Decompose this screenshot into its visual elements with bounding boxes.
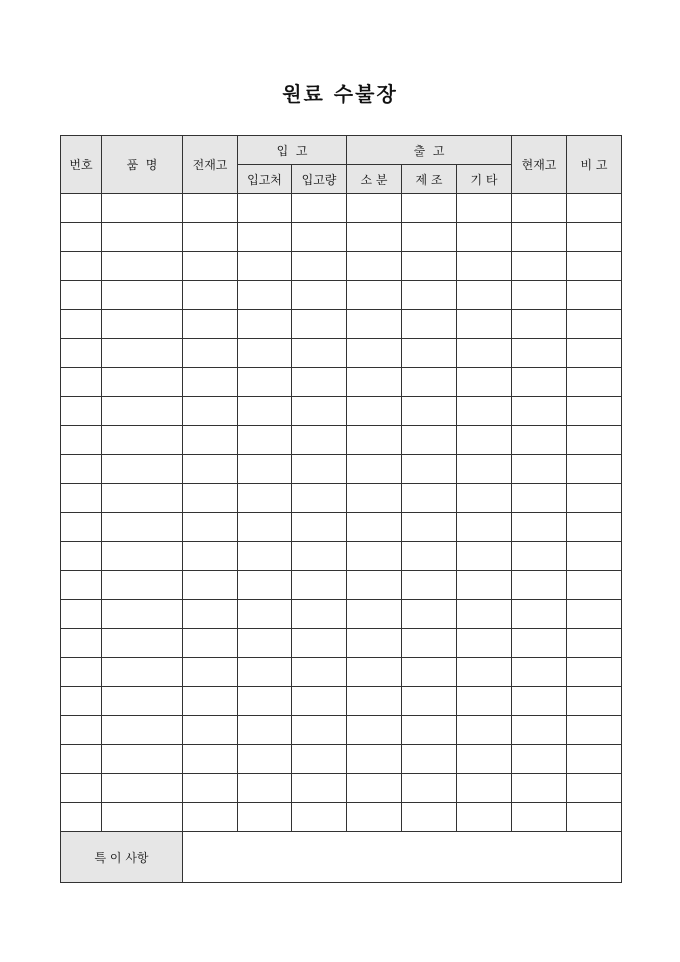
table-cell[interactable] — [347, 600, 402, 629]
table-cell[interactable] — [183, 542, 238, 571]
table-cell[interactable] — [61, 716, 102, 745]
table-cell[interactable] — [183, 803, 238, 832]
table-cell[interactable] — [102, 455, 183, 484]
table-cell[interactable] — [292, 194, 347, 223]
table-cell[interactable] — [292, 803, 347, 832]
table-cell[interactable] — [347, 571, 402, 600]
table-cell[interactable] — [347, 513, 402, 542]
table-cell[interactable] — [61, 455, 102, 484]
table-cell[interactable] — [567, 745, 622, 774]
table-cell[interactable] — [347, 542, 402, 571]
table-cell[interactable] — [183, 687, 238, 716]
table-cell[interactable] — [183, 426, 238, 455]
table-cell[interactable] — [512, 629, 567, 658]
table-cell[interactable] — [457, 339, 512, 368]
table-cell[interactable] — [567, 339, 622, 368]
table-cell[interactable] — [512, 745, 567, 774]
table-cell[interactable] — [347, 281, 402, 310]
table-cell[interactable] — [183, 339, 238, 368]
table-row — [61, 484, 622, 513]
table-cell[interactable] — [512, 252, 567, 281]
table-cell[interactable] — [238, 803, 292, 832]
table-cell[interactable] — [567, 426, 622, 455]
table-row — [61, 658, 622, 687]
table-cell[interactable] — [102, 571, 183, 600]
table-row — [61, 426, 622, 455]
header-item: 품 명 — [102, 136, 183, 194]
table-cell[interactable] — [102, 223, 183, 252]
table-row — [61, 745, 622, 774]
table-cell[interactable] — [512, 513, 567, 542]
table-cell[interactable] — [457, 600, 512, 629]
table-cell[interactable] — [567, 194, 622, 223]
table-cell[interactable] — [61, 803, 102, 832]
table-cell[interactable] — [512, 484, 567, 513]
table-cell[interactable] — [567, 774, 622, 803]
table-cell[interactable] — [567, 571, 622, 600]
table-cell[interactable] — [102, 745, 183, 774]
table-cell[interactable] — [347, 658, 402, 687]
table-cell[interactable] — [292, 542, 347, 571]
table-cell[interactable] — [402, 542, 457, 571]
table-cell[interactable] — [457, 629, 512, 658]
table-cell[interactable] — [402, 310, 457, 339]
table-cell[interactable] — [402, 281, 457, 310]
table-cell[interactable] — [61, 629, 102, 658]
table-cell[interactable] — [183, 281, 238, 310]
table-cell[interactable] — [292, 687, 347, 716]
table-cell[interactable] — [457, 745, 512, 774]
notes-label: 특 이 사항 — [61, 832, 183, 883]
table-cell[interactable] — [61, 745, 102, 774]
table-cell[interactable] — [102, 310, 183, 339]
table-cell[interactable] — [567, 455, 622, 484]
table-cell[interactable] — [102, 716, 183, 745]
table-row — [61, 310, 622, 339]
table-cell[interactable] — [567, 600, 622, 629]
table-cell[interactable] — [512, 687, 567, 716]
table-cell[interactable] — [102, 658, 183, 687]
table-row — [61, 223, 622, 252]
table-cell[interactable] — [402, 252, 457, 281]
table-cell[interactable] — [292, 252, 347, 281]
table-cell[interactable] — [183, 745, 238, 774]
table-cell[interactable] — [102, 687, 183, 716]
header-prev-stock: 전재고 — [183, 136, 238, 194]
table-cell[interactable] — [512, 455, 567, 484]
table-cell[interactable] — [183, 368, 238, 397]
table-cell[interactable] — [61, 397, 102, 426]
table-cell[interactable] — [102, 629, 183, 658]
table-cell[interactable] — [238, 397, 292, 426]
table-cell[interactable] — [512, 194, 567, 223]
table-cell[interactable] — [567, 513, 622, 542]
table-cell[interactable] — [292, 629, 347, 658]
table-cell[interactable] — [512, 281, 567, 310]
table-cell[interactable] — [347, 339, 402, 368]
table-cell[interactable] — [61, 194, 102, 223]
table-cell[interactable] — [347, 252, 402, 281]
table-cell[interactable] — [402, 194, 457, 223]
table-cell[interactable] — [567, 310, 622, 339]
table-cell[interactable] — [402, 745, 457, 774]
table-cell[interactable] — [292, 368, 347, 397]
table-cell[interactable] — [347, 745, 402, 774]
header-out-portion: 소 분 — [347, 165, 402, 194]
table-cell[interactable] — [102, 774, 183, 803]
table-cell[interactable] — [292, 397, 347, 426]
table-cell[interactable] — [512, 716, 567, 745]
table-cell[interactable] — [402, 658, 457, 687]
table-cell[interactable] — [238, 281, 292, 310]
table-cell[interactable] — [183, 571, 238, 600]
table-row — [61, 339, 622, 368]
table-cell[interactable] — [512, 658, 567, 687]
table-cell[interactable] — [238, 687, 292, 716]
table-row — [61, 803, 622, 832]
table-cell[interactable] — [512, 368, 567, 397]
table-cell[interactable] — [102, 339, 183, 368]
table-cell[interactable] — [183, 658, 238, 687]
table-cell[interactable] — [402, 223, 457, 252]
table-cell[interactable] — [61, 542, 102, 571]
table-cell[interactable] — [512, 774, 567, 803]
table-cell[interactable] — [402, 629, 457, 658]
table-row — [61, 252, 622, 281]
table-cell[interactable] — [102, 542, 183, 571]
table-cell[interactable] — [402, 716, 457, 745]
table-cell[interactable] — [183, 774, 238, 803]
table-cell[interactable] — [457, 803, 512, 832]
table-cell[interactable] — [102, 252, 183, 281]
table-cell[interactable] — [238, 368, 292, 397]
table-cell[interactable] — [292, 484, 347, 513]
table-cell[interactable] — [347, 716, 402, 745]
table-cell[interactable] — [183, 397, 238, 426]
table-cell[interactable] — [402, 397, 457, 426]
table-cell[interactable] — [102, 194, 183, 223]
table-cell[interactable] — [457, 484, 512, 513]
table-cell[interactable] — [292, 339, 347, 368]
table-cell[interactable] — [402, 513, 457, 542]
table-row — [61, 571, 622, 600]
table-cell[interactable] — [567, 658, 622, 687]
table-cell[interactable] — [567, 803, 622, 832]
table-cell[interactable] — [457, 542, 512, 571]
table-cell[interactable] — [183, 629, 238, 658]
table-cell[interactable] — [347, 310, 402, 339]
table-cell[interactable] — [347, 223, 402, 252]
table-cell[interactable] — [183, 223, 238, 252]
table-cell[interactable] — [61, 426, 102, 455]
table-cell[interactable] — [61, 368, 102, 397]
table-cell[interactable] — [238, 571, 292, 600]
table-cell[interactable] — [567, 281, 622, 310]
table-cell[interactable] — [457, 426, 512, 455]
table-cell[interactable] — [183, 310, 238, 339]
table-row — [61, 629, 622, 658]
table-cell[interactable] — [457, 281, 512, 310]
table-cell[interactable] — [61, 687, 102, 716]
table-cell[interactable] — [61, 252, 102, 281]
header-out-manufacture: 제 조 — [402, 165, 457, 194]
table-cell[interactable] — [238, 600, 292, 629]
table-cell[interactable] — [457, 397, 512, 426]
table-cell[interactable] — [402, 803, 457, 832]
table-cell[interactable] — [457, 716, 512, 745]
table-cell[interactable] — [102, 368, 183, 397]
table-cell[interactable] — [292, 310, 347, 339]
table-row — [61, 774, 622, 803]
table-cell[interactable] — [238, 484, 292, 513]
table-cell[interactable] — [238, 455, 292, 484]
table-cell[interactable] — [61, 774, 102, 803]
table-cell[interactable] — [347, 803, 402, 832]
table-cell[interactable] — [457, 774, 512, 803]
table-cell[interactable] — [512, 600, 567, 629]
table-cell[interactable] — [292, 513, 347, 542]
table-cell[interactable] — [183, 194, 238, 223]
table-cell[interactable] — [238, 194, 292, 223]
table-cell[interactable] — [567, 484, 622, 513]
table-cell[interactable] — [292, 455, 347, 484]
table-cell[interactable] — [61, 600, 102, 629]
table-cell[interactable] — [457, 513, 512, 542]
header-row-1 — [61, 136, 622, 165]
table-cell[interactable] — [512, 310, 567, 339]
table-cell[interactable] — [61, 513, 102, 542]
table-cell[interactable] — [61, 339, 102, 368]
header-no: 번호 — [61, 136, 102, 194]
table-cell[interactable] — [61, 658, 102, 687]
table-cell[interactable] — [402, 455, 457, 484]
table-cell[interactable] — [61, 571, 102, 600]
table-row — [61, 513, 622, 542]
table-cell[interactable] — [457, 455, 512, 484]
table-cell[interactable] — [512, 542, 567, 571]
table-cell[interactable] — [183, 600, 238, 629]
table-cell[interactable] — [567, 368, 622, 397]
header-remarks: 비 고 — [567, 136, 622, 194]
table-cell[interactable] — [238, 426, 292, 455]
table-row — [61, 600, 622, 629]
table-cell[interactable] — [61, 310, 102, 339]
table-cell[interactable] — [102, 426, 183, 455]
table-cell[interactable] — [402, 687, 457, 716]
table-row — [61, 194, 622, 223]
table-cell[interactable] — [567, 252, 622, 281]
table-row — [61, 542, 622, 571]
table-cell[interactable] — [102, 281, 183, 310]
table-row — [61, 687, 622, 716]
table-cell[interactable] — [102, 803, 183, 832]
table-row — [61, 455, 622, 484]
table-cell[interactable] — [402, 571, 457, 600]
table-cell[interactable] — [567, 542, 622, 571]
table-cell[interactable] — [238, 629, 292, 658]
table-cell[interactable] — [347, 397, 402, 426]
table-cell[interactable] — [347, 484, 402, 513]
table-cell[interactable] — [238, 774, 292, 803]
table-cell[interactable] — [102, 600, 183, 629]
table-cell[interactable] — [238, 716, 292, 745]
table-cell[interactable] — [238, 310, 292, 339]
header-cur-stock: 현재고 — [512, 136, 567, 194]
header-out-other: 기 타 — [457, 165, 512, 194]
table-cell[interactable] — [238, 658, 292, 687]
notes-field[interactable] — [183, 832, 622, 883]
table-cell[interactable] — [402, 774, 457, 803]
table-row — [61, 368, 622, 397]
table-cell[interactable] — [238, 223, 292, 252]
table-cell[interactable] — [183, 513, 238, 542]
table-cell[interactable] — [292, 426, 347, 455]
table-cell[interactable] — [238, 513, 292, 542]
table-cell[interactable] — [292, 658, 347, 687]
page-title: 원료 수불장 — [282, 82, 398, 106]
table-cell[interactable] — [567, 397, 622, 426]
table-cell[interactable] — [292, 745, 347, 774]
table-cell[interactable] — [347, 194, 402, 223]
notes-row — [61, 832, 622, 883]
table-cell[interactable] — [457, 571, 512, 600]
table-cell[interactable] — [402, 426, 457, 455]
table-cell[interactable] — [567, 687, 622, 716]
header-in-group: 입 고 — [238, 136, 347, 165]
table-cell[interactable] — [292, 774, 347, 803]
table-cell[interactable] — [183, 252, 238, 281]
table-cell[interactable] — [183, 716, 238, 745]
table-cell[interactable] — [457, 368, 512, 397]
table-cell[interactable] — [402, 484, 457, 513]
table-cell[interactable] — [102, 484, 183, 513]
table-cell[interactable] — [457, 687, 512, 716]
table-cell[interactable] — [292, 571, 347, 600]
table-cell[interactable] — [457, 194, 512, 223]
table-cell[interactable] — [238, 542, 292, 571]
table-cell[interactable] — [457, 223, 512, 252]
table-cell[interactable] — [512, 397, 567, 426]
table-cell[interactable] — [512, 426, 567, 455]
table-cell[interactable] — [183, 455, 238, 484]
table-cell[interactable] — [347, 368, 402, 397]
header-in-qty: 입고량 — [292, 165, 347, 194]
table-cell[interactable] — [292, 716, 347, 745]
table-cell[interactable] — [347, 426, 402, 455]
table-cell[interactable] — [457, 658, 512, 687]
table-cell[interactable] — [402, 600, 457, 629]
table-cell[interactable] — [347, 774, 402, 803]
table-cell[interactable] — [61, 484, 102, 513]
header-out-group: 출 고 — [347, 136, 512, 165]
table-cell[interactable] — [292, 600, 347, 629]
table-row — [61, 281, 622, 310]
table-cell[interactable] — [457, 310, 512, 339]
table-cell[interactable] — [512, 571, 567, 600]
table-row — [61, 716, 622, 745]
table-cell[interactable] — [183, 484, 238, 513]
table-cell[interactable] — [238, 252, 292, 281]
table-cell[interactable] — [567, 629, 622, 658]
table-cell[interactable] — [102, 513, 183, 542]
table-cell[interactable] — [347, 629, 402, 658]
table-cell[interactable] — [512, 223, 567, 252]
table-row — [61, 397, 622, 426]
table-cell[interactable] — [457, 252, 512, 281]
table-cell[interactable] — [567, 716, 622, 745]
table-cell[interactable] — [512, 803, 567, 832]
table-cell[interactable] — [347, 687, 402, 716]
table-cell[interactable] — [292, 281, 347, 310]
table-cell[interactable] — [238, 745, 292, 774]
table-cell[interactable] — [402, 339, 457, 368]
header-in-source: 입고처 — [238, 165, 292, 194]
table-cell[interactable] — [292, 223, 347, 252]
table-cell[interactable] — [61, 223, 102, 252]
table-cell[interactable] — [347, 455, 402, 484]
table-cell[interactable] — [512, 339, 567, 368]
table-cell[interactable] — [61, 281, 102, 310]
table-cell[interactable] — [102, 397, 183, 426]
ledger-table — [60, 135, 622, 883]
table-cell[interactable] — [567, 223, 622, 252]
table-cell[interactable] — [402, 368, 457, 397]
table-cell[interactable] — [238, 339, 292, 368]
